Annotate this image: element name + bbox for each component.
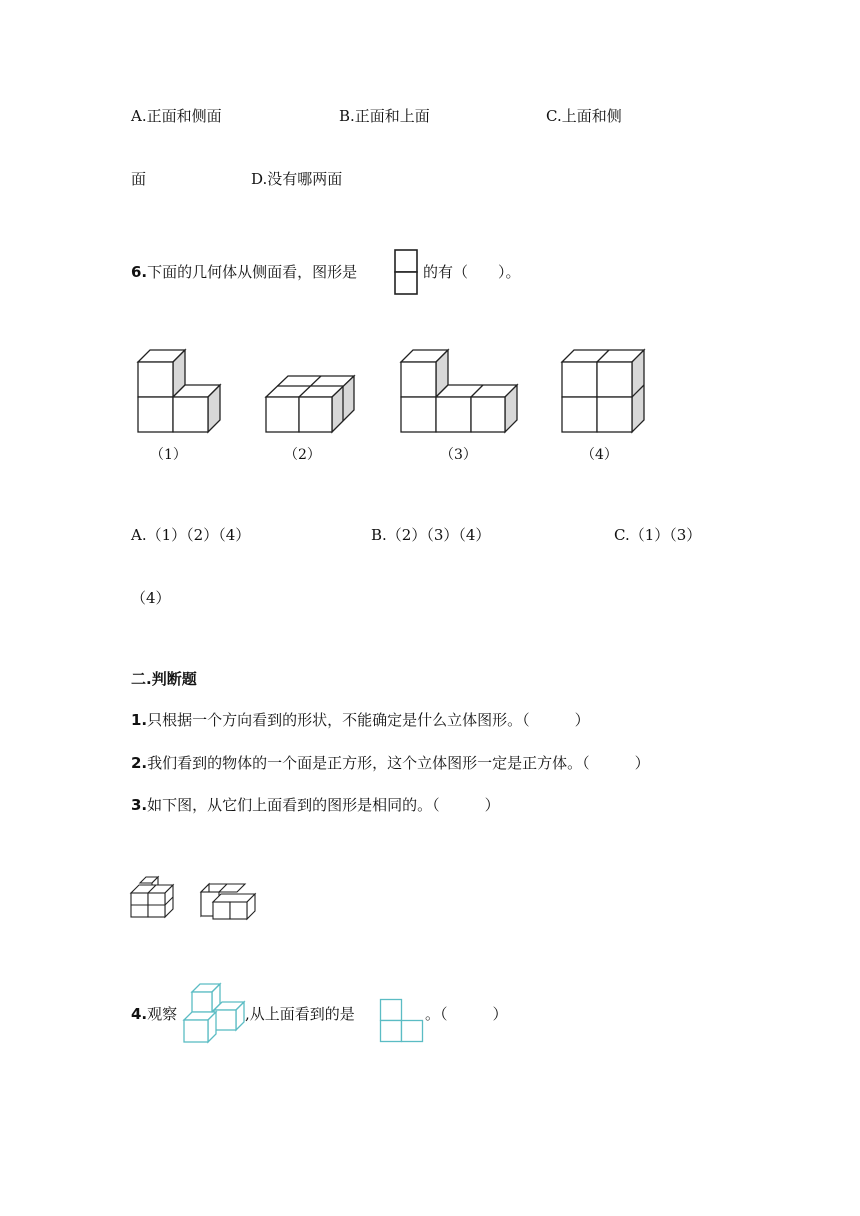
tf-q3-figure-left <box>131 877 185 919</box>
q5-option-d: D.没有哪两面 <box>251 170 343 188</box>
tf-question-4-number: 4. <box>131 1005 148 1023</box>
tf-question-4-text-before: 观察 <box>147 1005 178 1023</box>
tf-question-3-number: 3. <box>131 796 148 814</box>
q5-option-c-part1: C.上面和侧 <box>546 107 622 125</box>
q5-option-b: B.正面和上面 <box>339 107 430 125</box>
q6-figure-1-label: （1） <box>150 447 187 463</box>
q5-option-a: A.正面和侧面 <box>131 107 222 125</box>
q6-figure-2 <box>265 375 355 433</box>
q6-option-c-part1: C.（1）（3） <box>614 526 702 544</box>
q6-option-a: A.（1）（2）（4） <box>131 526 251 544</box>
tf-question-2-text: 我们看到的物体的一个面是正方形，这个立体图形一定是正方体。（ ） <box>147 754 650 772</box>
q6-option-c-part2: （4） <box>131 589 171 607</box>
tf-question-3-text: 如下图，从它们上面看到的图形是相同的。（ ） <box>147 796 500 814</box>
tf-q3-figure-right <box>200 884 258 920</box>
q6-figure-3 <box>400 349 518 433</box>
tf-question-4-text-after: 。（ ） <box>425 1005 508 1023</box>
q6-side-view-shape-icon <box>394 249 418 297</box>
q6-figure-1 <box>137 349 221 433</box>
tf-question-3 <box>131 795 500 815</box>
tf-question-4-start <box>131 1004 177 1024</box>
tf-question-1-text: 只根据一个方向看到的形状，不能确定是什么立体图形。（ ） <box>147 711 590 729</box>
q6-text-before: 下面的几何体从侧面看，图形是 <box>147 263 358 281</box>
section-2-title: 二.判断题 <box>131 670 197 688</box>
tf-question-2-number: 2. <box>131 754 148 772</box>
q6-figure-3-label: （3） <box>440 447 477 463</box>
tf-q4-top-view-shape <box>380 999 424 1043</box>
q5-option-c-part2: 面 <box>131 170 147 188</box>
q6-figure-2-label: （2） <box>284 447 321 463</box>
q6-option-b: B.（2）（3）（4） <box>371 526 491 544</box>
q6-text-after: 的有（ ）。 <box>423 263 521 281</box>
q6-figure-4-label: （4） <box>581 447 618 463</box>
tf-question-1 <box>131 710 590 730</box>
q6-number: 6. <box>131 263 148 281</box>
tf-question-4-text-middle: ,从上面看到的是 <box>245 1005 355 1023</box>
tf-question-2 <box>131 753 650 773</box>
q6-stem <box>131 262 357 282</box>
tf-question-1-number: 1. <box>131 711 148 729</box>
tf-q4-teal-cubes-figure <box>184 984 246 1042</box>
q6-figure-4 <box>561 349 645 433</box>
